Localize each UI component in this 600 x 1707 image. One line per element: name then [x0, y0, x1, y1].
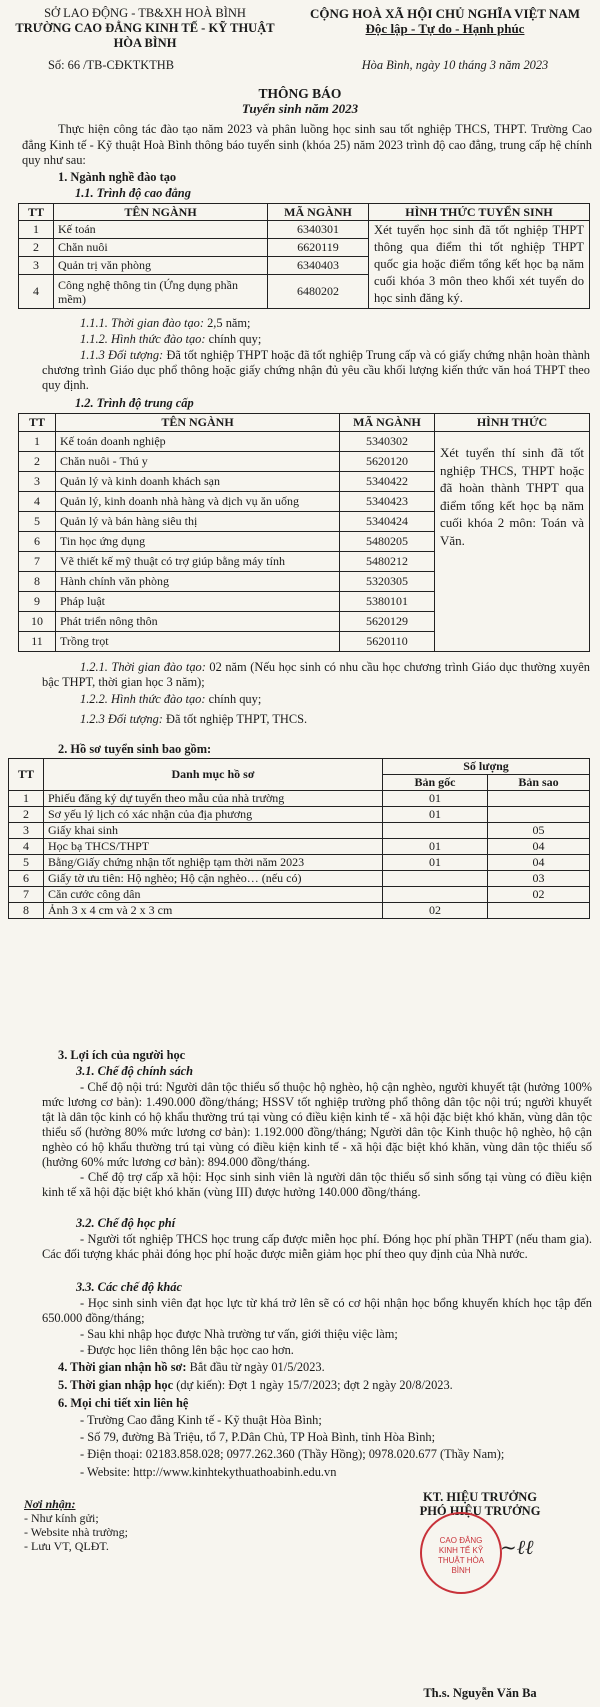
section-4-value: Bắt đầu từ ngày 01/5/2023. [189, 1360, 325, 1374]
cell-program-code: 5620129 [340, 612, 435, 632]
cell-program-code: 5320305 [340, 572, 435, 592]
recipient-item: - Website nhà trường; [24, 1525, 128, 1539]
cell-original: 01 [383, 791, 488, 807]
cell-tt: 6 [9, 871, 44, 887]
cell-program-name: Quản lý, kinh doanh nhà hàng và dịch vụ ăn uống [56, 492, 340, 512]
cell-original [383, 823, 488, 839]
cell-original: 01 [383, 839, 488, 855]
cell-program-name: Quản trị văn phòng [54, 257, 268, 275]
cell-tt: 1 [19, 221, 54, 239]
table-row [9, 807, 590, 823]
cell-program-code: 5340424 [340, 512, 435, 532]
table-row [9, 791, 590, 807]
cell-tt: 1 [9, 791, 44, 807]
cell-program-code: 6340301 [268, 221, 369, 239]
value-1-1-1: 2,5 năm; [207, 316, 251, 330]
cell-original [383, 871, 488, 887]
cell-document: Giấy tờ ưu tiên: Hộ nghèo; Hộ cận nghèo… (nếu có) [44, 871, 383, 887]
issuer-line-2: TRƯỜNG CAO ĐẲNG KINH TẾ - KỸ THUẬT [15, 21, 275, 35]
col-header-program-code: MÃ NGÀNH [340, 414, 435, 432]
cell-tt: 10 [19, 612, 56, 632]
section-3-heading: 3. Lợi ích của người học [58, 1048, 186, 1062]
cell-copy: 04 [488, 855, 590, 871]
label-1-2-1: 1.2.1. Thời gian đào tạo: [80, 660, 206, 674]
cell-document: Bằng/Giấy chứng nhận tốt nghiệp tạm thời năm 2023 [44, 855, 383, 871]
sign-title-1: KT. HIỆU TRƯỞNG [422, 1490, 538, 1504]
cell-program-code: 6480202 [268, 275, 369, 309]
recipient-item: - Lưu VT, QLĐT. [24, 1539, 109, 1553]
col-header-program-name: TÊN NGÀNH [56, 414, 340, 432]
cell-copy [488, 903, 590, 919]
cell-program-code: 6340403 [268, 257, 369, 275]
cell-copy [488, 791, 590, 807]
table-header-row [9, 759, 590, 775]
cell-document: Phiếu đăng ký dự tuyển theo mẫu của nhà trường [44, 791, 383, 807]
cell-tt: 2 [9, 807, 44, 823]
document-number: Số: 66 /TB-CĐKTKTHB [48, 58, 174, 72]
table-row [9, 855, 590, 871]
para-3-3-transfer: - Được học liên thông lên bậc học cao hơn. [80, 1343, 294, 1357]
issuer-line-3: HÒA BÌNH [113, 36, 177, 50]
table-row [9, 839, 590, 855]
cell-program-code: 5340423 [340, 492, 435, 512]
table-row [9, 887, 590, 903]
cell-tt: 3 [19, 257, 54, 275]
col-header-original: Bản gốc [383, 775, 488, 791]
label-1-2-2: 1.2.2. Hình thức đào tạo: [80, 692, 206, 706]
cell-program-code: 5340302 [340, 432, 435, 452]
value-1-2-1: 02 năm (Nếu học sinh có nhu cầu học chương trình Giáo dục thường xuyên bậc THPT, thời gian học 3 năm); [42, 660, 590, 689]
table-header-row [19, 414, 590, 432]
national-title: CỘNG HOÀ XÃ HỘI CHỦ NGHĨA VIỆT NAM [309, 6, 581, 21]
section-5-label: 5. Thời gian nhập học [58, 1378, 174, 1392]
section-5-value: (dự kiến): Đợt 1 ngày 15/7/2023; đợt 2 ngày 20/8/2023. [176, 1378, 453, 1392]
cell-program-name: Pháp luật [56, 592, 340, 612]
cell-tt: 4 [19, 492, 56, 512]
cell-program-code: 5340422 [340, 472, 435, 492]
table-row [19, 432, 590, 452]
col-header-program-code: MÃ NGÀNH [268, 204, 369, 221]
value-1-1-3: Đã tốt nghiệp THPT hoặc đã tốt nghiệp Trung cấp và có giấy chứng nhận hoàn thành chương trình Giáo dục phổ thông hoặc giấy chứng nhận đủ yêu cầu khối lượng kiến thức văn hoá THPT theo quy định. [42, 348, 590, 392]
cell-program-name: Hành chính văn phòng [56, 572, 340, 592]
table-row [9, 871, 590, 887]
cell-program-code: 5480205 [340, 532, 435, 552]
col-header-admission-form: HÌNH THỨC TUYỂN SINH [369, 204, 590, 221]
cell-program-code: 5380101 [340, 592, 435, 612]
sign-title-2: PHÓ HIỆU TRƯỞNG [419, 1504, 541, 1518]
intermediate-programs-table [18, 413, 590, 652]
recipients-title: Nơi nhận: [24, 1497, 76, 1511]
para-1-1-1 [80, 316, 250, 331]
document-date: Hòa Bình, ngày 10 tháng 3 năm 2023 [361, 58, 549, 72]
para-3-1-social-allowance: - Chế độ trợ cấp xã hội: Học sinh sinh viên là người dân tộc thiểu số sinh sống tại vùng có điều kiện kinh tế xã hội đặc biệt khó khăn (vùng III) được hưởng 140.000 đồng/tháng. [42, 1170, 592, 1199]
signature-scrawl: ~ℓℓ [500, 1535, 534, 1559]
cell-tt: 3 [9, 823, 44, 839]
subsection-3-2-heading: 3.2. Chế độ học phí [76, 1216, 176, 1230]
cell-program-name: Vẽ thiết kế mỹ thuật có trợ giúp bằng máy tính [56, 552, 340, 572]
recipient-item: - Như kính gửi; [24, 1511, 99, 1525]
label-1-2-3: 1.2.3 Đối tượng: [80, 712, 163, 726]
cell-program-name: Công nghệ thông tin (Ứng dụng phần mềm) [54, 275, 268, 309]
cell-program-code: 5480212 [340, 552, 435, 572]
cell-tt: 6 [19, 532, 56, 552]
para-1-2-2 [80, 692, 261, 707]
table-row [9, 823, 590, 839]
contact-phone: - Điện thoại: 02183.858.028; 0977.262.360 (Thầy Hồng); 0978.020.677 (Thầy Nam); [80, 1447, 505, 1461]
col-header-admission-form: HÌNH THỨC [435, 414, 590, 432]
signer-name: Th.s. Nguyễn Văn Ba [423, 1686, 537, 1700]
cell-tt: 8 [9, 903, 44, 919]
subsection-3-3-heading: 3.3. Các chế độ khác [76, 1280, 182, 1294]
subsection-1-2-heading: 1.2. Trình độ trung cấp [75, 396, 194, 410]
cell-tt: 11 [19, 632, 56, 652]
cell-program-name: Kế toán doanh nghiệp [56, 432, 340, 452]
para-3-1-boarding: - Chế độ nội trú: Người dân tộc thiểu số thuộc hộ nghèo, hộ cận nghèo, người khuyết tật (hưởng 100% mức lương cơ bản): 1.490.000 đồng/tháng; HSSV tốt nghiệp trường phổ thông dân tộc nội trú; người khuyết tật là dân tộc kinh có hộ khẩu thường trú tại vùng có điều kiện kinh tế - xã hội đặc biệt khó khăn, vùng dân tộc thiểu số (hưởng 80% mức lương cơ bản): 1.192.000 đồng/tháng; Người dân tộc Kinh thuộc hộ nghèo, hộ cận nghèo có hộ khẩu thường trú tại vùng có điều kiện kinh tế - xã hội đặc biệt khó khăn, vùng dân tộc thiểu số (hưởng 60% mức lương cơ bản): 894.000 đồng/tháng. [42, 1080, 592, 1169]
label-1-1-2: 1.1.2. Hình thức đào tạo: [80, 332, 206, 346]
para-1-1-3 [42, 348, 590, 393]
college-admission-note: Xét tuyển học sinh đã tốt nghiệp THPT thông qua điểm thi tốt nghiệp THPT quốc gia hoặc điểm tổng kết học bạ năm cuối khóa 3 môn theo khối xét tuyển do học sinh đăng ký. [369, 221, 590, 309]
cell-document: Giấy khai sinh [44, 823, 383, 839]
cell-tt: 2 [19, 452, 56, 472]
cell-program-name: Chăn nuôi - Thú y [56, 452, 340, 472]
document-subtitle: Tuyển sinh năm 2023 [241, 101, 359, 116]
application-documents-table [8, 758, 590, 919]
label-1-1-1: 1.1.1. Thời gian đào tạo: [80, 316, 204, 330]
cell-program-name: Quản lý và kinh doanh khách sạn [56, 472, 340, 492]
subsection-1-1-heading: 1.1. Trình độ cao đẳng [75, 186, 191, 200]
recipients-block [24, 1497, 128, 1553]
label-1-1-3: 1.1.3 Đối tượng: [80, 348, 164, 362]
cell-tt: 7 [9, 887, 44, 903]
section-2-heading: 2. Hồ sơ tuyển sinh bao gồm: [58, 742, 212, 756]
value-1-2-2: chính quy; [208, 692, 262, 706]
section-1-heading: 1. Ngành nghề đào tạo [58, 170, 177, 184]
col-header-tt: TT [19, 204, 54, 221]
para-3-3-scholarship: - Học sinh sinh viên đạt học lực từ khá trở lên sẽ có cơ hội nhận học bổng khuyến khích học tập đến 650.000 đồng/tháng; [42, 1296, 592, 1325]
intro-paragraph: Thực hiện công tác đào tạo năm 2023 và phân luồng học sinh sau tốt nghiệp THCS, THPT. Trường Cao đẳng Kinh tế - Kỹ thuật Hoà Bình thông báo tuyển sinh (khóa 25) năm 2023 trình độ cao đẳng, trung cấp hệ chính quy như sau: [22, 122, 592, 167]
seal-text: CAO ĐẲNG KINH TẾ KỸ THUẬT HÒA BÌNH [437, 1536, 485, 1575]
cell-program-name: Kế toán [54, 221, 268, 239]
cell-tt: 2 [19, 239, 54, 257]
contact-school: - Trường Cao đẳng Kinh tế - Kỹ thuật Hòa Bình; [80, 1413, 322, 1427]
para-1-2-1 [42, 660, 590, 690]
cell-tt: 5 [9, 855, 44, 871]
cell-original: 01 [383, 855, 488, 871]
cell-original [383, 887, 488, 903]
national-motto-block [290, 6, 600, 36]
para-3-3-career: - Sau khi nhập học được Nhà trường tư vấn, giới thiệu việc làm; [80, 1327, 398, 1341]
section-5 [58, 1378, 453, 1393]
cell-program-name: Tin học ứng dụng [56, 532, 340, 552]
cell-original: 02 [383, 903, 488, 919]
subsection-3-1-heading: 3.1. Chế độ chính sách [76, 1064, 194, 1078]
cell-program-name: Chăn nuôi [54, 239, 268, 257]
issuer-line-1: SỞ LAO ĐỘNG - TB&XH HOÀ BÌNH [44, 6, 246, 20]
para-1-1-2 [80, 332, 261, 347]
cell-tt: 9 [19, 592, 56, 612]
college-programs-table [18, 203, 590, 309]
cell-copy [488, 807, 590, 823]
cell-document: Sơ yếu lý lịch có xác nhận của địa phương [44, 807, 383, 823]
col-header-document-list: Danh mục hồ sơ [44, 759, 383, 791]
table-row [19, 221, 590, 239]
intermediate-admission-note: Xét tuyển thí sinh đã tốt nghiệp THCS, THPT hoặc đã hoàn thành THPT qua điểm tổng kết học bạ năm cuối khóa 2 môn: Toán và Văn. [435, 432, 590, 652]
col-header-copy: Bản sao [488, 775, 590, 791]
cell-copy: 03 [488, 871, 590, 887]
cell-tt: 8 [19, 572, 56, 592]
col-header-program-name: TÊN NGÀNH [54, 204, 268, 221]
cell-tt: 5 [19, 512, 56, 532]
cell-copy: 02 [488, 887, 590, 903]
section-4 [58, 1360, 325, 1375]
table-header-row [19, 204, 590, 221]
signature-titles [375, 1490, 585, 1518]
document-title: THÔNG BÁO [258, 86, 342, 101]
cell-tt: 4 [9, 839, 44, 855]
col-header-tt: TT [9, 759, 44, 791]
cell-program-code: 6620119 [268, 239, 369, 257]
contact-website[interactable]: - Website: http://www.kinhtekythuathoabinh.edu.vn [80, 1465, 337, 1479]
col-header-quantity: Số lượng [383, 759, 590, 775]
value-1-1-2: chính quy; [208, 332, 262, 346]
col-header-tt: TT [19, 414, 56, 432]
cell-original: 01 [383, 807, 488, 823]
section-4-label: 4. Thời gian nhận hồ sơ: [58, 1360, 187, 1374]
national-motto: Độc lập - Tự do - Hạnh phúc [365, 21, 525, 36]
cell-tt: 4 [19, 275, 54, 309]
cell-tt: 3 [19, 472, 56, 492]
cell-document: Căn cước công dân [44, 887, 383, 903]
cell-program-name: Phát triển nông thôn [56, 612, 340, 632]
issuer-block [0, 6, 290, 51]
value-1-2-3: Đã tốt nghiệp THPT, THCS. [166, 712, 308, 726]
cell-document: Ảnh 3 x 4 cm và 2 x 3 cm [44, 903, 383, 919]
para-3-2-tuition: - Người tốt nghiệp THCS học trung cấp được miễn học phí. Đóng học phí phần THPT (nếu tham gia). Các đối tượng khác phải đóng học phí hoặc được miễn giảm học phí theo quy định của Nhà nước. [42, 1232, 592, 1261]
cell-document: Học bạ THCS/THPT [44, 839, 383, 855]
cell-program-code: 5620110 [340, 632, 435, 652]
contact-address: - Số 79, đường Bà Triệu, tổ 7, P.Dân Chủ, TP Hoà Bình, tỉnh Hòa Bình; [80, 1430, 436, 1444]
section-6-heading: 6. Mọi chi tiết xin liên hệ [58, 1396, 189, 1410]
cell-program-name: Trồng trọt [56, 632, 340, 652]
cell-copy: 05 [488, 823, 590, 839]
official-seal [420, 1512, 502, 1594]
table-row [9, 903, 590, 919]
para-1-2-3 [80, 712, 307, 727]
cell-copy: 04 [488, 839, 590, 855]
cell-program-code: 5620120 [340, 452, 435, 472]
cell-program-name: Quản lý và bán hàng siêu thị [56, 512, 340, 532]
cell-tt: 1 [19, 432, 56, 452]
cell-tt: 7 [19, 552, 56, 572]
